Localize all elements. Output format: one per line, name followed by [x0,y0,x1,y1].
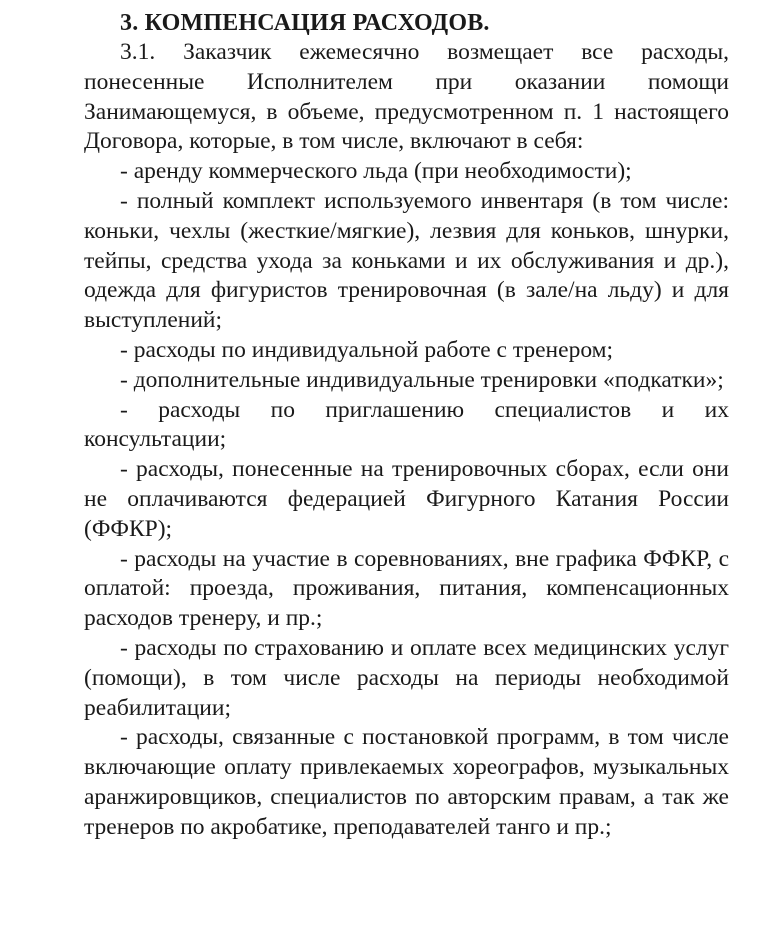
section-heading: 3. КОМПЕНСАЦИЯ РАСХОДОВ. [120,10,490,36]
paragraph-3-1: 3.1. Заказчик ежемесячно возмещает все расходы, понесенные Исполнителем при оказании помощи Занимающемуся, в объеме, предусмотренном п. 1 настоящего Договора, которые, в том числе, включают в себя: [84,39,729,155]
list-item-extra-training: - дополнительные индивидуальные тренировки «подкатки»; [120,366,724,393]
list-item-competitions: - расходы на участие в соревнованиях, вне графика ФФКР, с оплатой: проезда, проживания, питания, компенсационных расходов тренеру, и пр.; [84,545,729,632]
list-item-equipment: - полный комплект используемого инвентаря (в том числе: коньки, чехлы (жесткие/мягкие), лезвия для коньков, шнурки, тейпы, средства ухода за коньками и их обслуживания и др.), одежда для фигуристов тренировочная (в зале/на льду) и для выступлений; [84,187,729,334]
list-item-programs: - расходы, связанные с постановкой программ, в том числе включающие оплату привлекаемых хореографов, музыкальных аранжировщиков, специалистов по авторским правам, а так же тренеров по акробатике, преподавателей танго и пр.; [84,724,729,840]
list-item-specialists: - расходы по приглашению специалистов и их консультации; [84,396,729,453]
list-item-training-camps: - расходы, понесенные на тренировочных сборах, если они не оплачиваются федерацией Фигурного Катания России (ФФКР); [84,456,729,542]
list-item-medical: - расходы по страхованию и оплате всех медицинских услуг (помощи), в том числе расходы на периоды необходимой реабилитации; [84,634,729,721]
list-item-individual-coaching: - расходы по индивидуальной работе с тренером; [120,336,614,363]
document-page [84,0,729,843]
list-item-ice-rental: - аренду коммерческого льда (при необходимости); [120,158,632,185]
